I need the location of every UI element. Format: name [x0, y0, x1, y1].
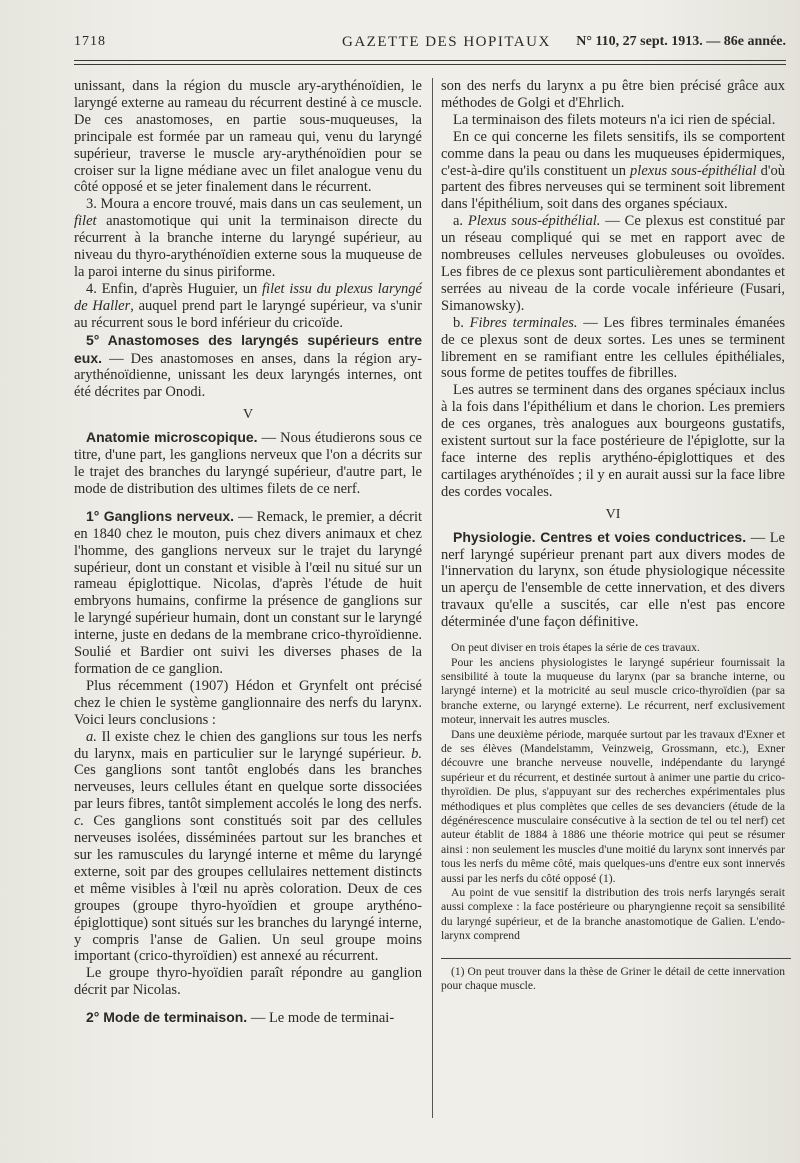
section-heading: Anatomie microscopique.	[86, 429, 258, 446]
left-column	[74, 78, 422, 1027]
small-paragraph: On peut diviser en trois étapes la série de ces travaux.	[451, 641, 700, 655]
paragraph: Les autres se terminent dans des organes spéciaux inclus à la fois dans l'épithélium et dans le chorion. Les premiers de ces organes, très analogues aux bourgeons gustatifs, existent surtout sur la face postérieure de l'épiglotte, sur la face interne des replis arythéno-épiglottiques et des cartilages arythénoïdes ; il y en aurait aussi sur la face libre des cordes vocales.	[441, 382, 785, 500]
paragraph: b. Fibres terminales. — Les fibres terminales émanées de ce plexus sont de deux sortes. Les unes se terminent librement en se ramifiant entre les cellules épithéliales, sous forme de petites touffes de fibrilles.	[441, 314, 785, 382]
paragraph: 3. Moura a encore trouvé, mais dans un cas seulement, un filet anastomotique qui unit la terminaison directe du récurrent à la branche interne du laryngé supérieur, au niveau du thyro-arythénoïdien externe sous la muqueuse de la paroi interne du sinus piriforme.	[74, 196, 422, 280]
journal-title: GAZETTE DES HOPITAUX	[342, 34, 551, 50]
small-paragraph: Pour les anciens physiologistes le laryngé supérieur fournissait la sensibilité à toute la muqueuse du larynx (par sa branche interne, ou laryngé interne) et la motricité au seul muscle crico-thyroïdien (par sa branche externe, ou laryngé externe). Le récurrent, nerf exclusivement moteur, innervait les autres muscles.	[441, 655, 785, 727]
paragraph: Anatomie microscopique. — Nous étudierons sous ce titre, d'une part, les ganglions nerveux que l'on a décrits sur le trajet des branches du laryngé supérieur, d'autre part, le mode de distribution des ultimes filets de ce nerf.	[74, 429, 422, 497]
issue-info: N° 110, 27 sept. 1913. — 86e année.	[576, 34, 786, 49]
paragraph: 1° Ganglions nerveux. — Remack, le premier, a décrit en 1840 chez le mouton, puis chez divers animaux et chez l'homme, des ganglions nerveux sur le trajet du laryngé supérieur, dont un constant et visible à l'œil nu situé sur un rameau épiglottique. Nicolas, d'après l'étude de huit embryons humains, confirme la présence de ganglions sur le laryngé supérieur humain, dont un constant sur le laryngé interne, juste en dedans de la membrane crico-thyroïdienne. Soulié et Bardier ont suivi les diverses phases de la formation de ce ganglion.	[74, 507, 422, 677]
paragraph: 4. Enfin, d'après Huguier, un filet issu du plexus laryngé de Haller, auquel prend part le laryngé supérieur, va s'unir au récurrent sous le bord inférieur du cricoïde.	[74, 280, 423, 331]
footnote-rule	[441, 958, 791, 959]
paragraph: son des nerfs du larynx a pu être bien précisé grâce aux méthodes de Golgi et d'Ehrlich.	[441, 78, 785, 111]
paragraph: a. Plexus sous-épithélial. — Ce plexus est constitué par un réseau compliqué qui se met en rapport avec de nombreuses cellules nerveuses globuleuses ou ovoïdes. Les fibres de ce plexus sont particulièrement abondantes et serrées au niveau de la corde vocale inférieure (Fusari, Simanowsky).	[441, 213, 786, 314]
footnote: (1) On peut trouver dans la thèse de Griner le détail de cette innervation pour chaque muscle.	[441, 965, 785, 992]
subsection-heading: 5° Anastomoses des laryngés supérieurs entre eux.	[74, 331, 422, 366]
paragraph: a. Il existe chez le chien des ganglions sur tous les nerfs du larynx, mais en particulier sur le laryngé supérieur. b. Ces ganglions sont tantôt englobés dans les branches nerveuses, leurs cellules étant en quelque sorte dissociées par leurs fibres, tantôt simplement accolés le long des nerfs. c. Ces ganglions sont constitués soit par des cellules nerveuses isolées, disséminées partout sur les branches et sur les ramuscules du laryngé interne et même du laryngé externe, soit par des groupes cellulaires nettement distincts et même visibles à l'œil nu après coloration. Deux de ces groupes (groupe thyro-hyoïdien et groupe arythéno-épiglottique) sont situés sur les branches du laryngé interne, y compris l'anse de Galien. Un seul groupe moins important (crico-thyroïdien) est annexé au récurrent.	[74, 728, 422, 965]
paragraph: 2° Mode de terminaison. — Le mode de terminai-	[86, 1009, 395, 1027]
paragraph: Le groupe thyro-hyoïdien paraît répondre au ganglion décrit par Nicolas.	[74, 965, 422, 999]
header-rule-thin	[74, 64, 786, 65]
section-number: VI	[605, 506, 621, 522]
page-number: 1718	[74, 34, 106, 49]
small-paragraph: Au point de vue sensitif la distribution des trois nerfs laryngés serait aussi complexe : la face postérieure ou pharyngienne reçoit sa sensibilité du laryngé supérieur, et de la branche anastomotique de Galien. L'endo-larynx comprend	[441, 886, 785, 943]
paragraph: Physiologie. Centres et voies conductrices. — Le nerf laryngé supérieur prenant part aux divers modes de l'innervation du larynx, son étude physiologique nécessite un aperçu de l'ensemble de cette innervation, et des divers travaux qu'elle a suscités, car elle n'est pas encore déterminée d'une façon définitive.	[441, 528, 785, 631]
right-column	[441, 78, 785, 993]
paragraph: unissant, dans la région du muscle ary-arythénoïdien, le laryngé externe au rameau du récurrent destiné à ce muscle. De ces anastomoses, en partie sous-muqueuses, la principale est formée par un rameau qui, venu du laryngé supérieur, traverse le muscle ary-arythénoïdien pour se croiser sur la ligne médiane avec un filet analogue venu du côté opposé et se jeter finalement dans le récurrent.	[74, 78, 422, 196]
header-rule	[74, 60, 786, 61]
paragraph: Plus récemment (1907) Hédon et Grynfelt ont précisé chez le chien le système ganglionnaire des nerfs du larynx. Voici leurs conclusions :	[74, 677, 422, 728]
section-number: V	[242, 407, 254, 423]
paragraph: 5° Anastomoses des laryngés supérieurs entre eux. — Des anastomoses en anses, dans la région ary-arythénoïdienne, unissant les deux laryngés internes, ont été décrites par Onodi.	[74, 331, 422, 401]
running-header	[74, 34, 786, 56]
subsection-heading: 2° Mode de terminaison.	[86, 1009, 248, 1026]
paragraph: En ce qui concerne les filets sensitifs, ils se comportent comme dans la peau ou dans les muqueuses épidermiques, c'est-à-dire qu'ils constituent un plexus sous-épithélial d'où partent des fibres nerveuses qui se terminent soit librement dans l'épithélium, soit dans des organes spéciaux.	[441, 128, 785, 213]
section-heading: Physiologie. Centres et voies conductrices.	[453, 528, 747, 545]
paragraph: La terminaison des filets moteurs n'a ici rien de spécial.	[453, 111, 776, 128]
subsection-heading: 1° Ganglions nerveux.	[86, 507, 235, 524]
column-divider	[432, 78, 433, 1118]
small-paragraph: Dans une deuxième période, marquée surtout par les travaux d'Exner et de ses élèves (Mandelstamm, Veinzweig, Grossmann, etc.), Exner découvre une branche nerveuse nouvelle, indépendante du laryngé supérieur et du récurrent, et destinée surtout à animer une partie du crico-thyroïdien. De plus, s'appuyant sur des recherches expérimentales plus méthodiques et plus complètes que celles de ses devanciers (étude de la dégénérescence musculaire consécutive à la section de tel ou tel nerf) cet auteur établit de 1884 à 1886 une théorie motrice qui peut se résumer ainsi : non seulement les muscles d'une moitié du larynx sont innervés par tous les nerfs du même côté, mais quelques-uns d'entre eux sont innervés aussi par les nerfs du côté opposé (1).	[441, 727, 785, 885]
